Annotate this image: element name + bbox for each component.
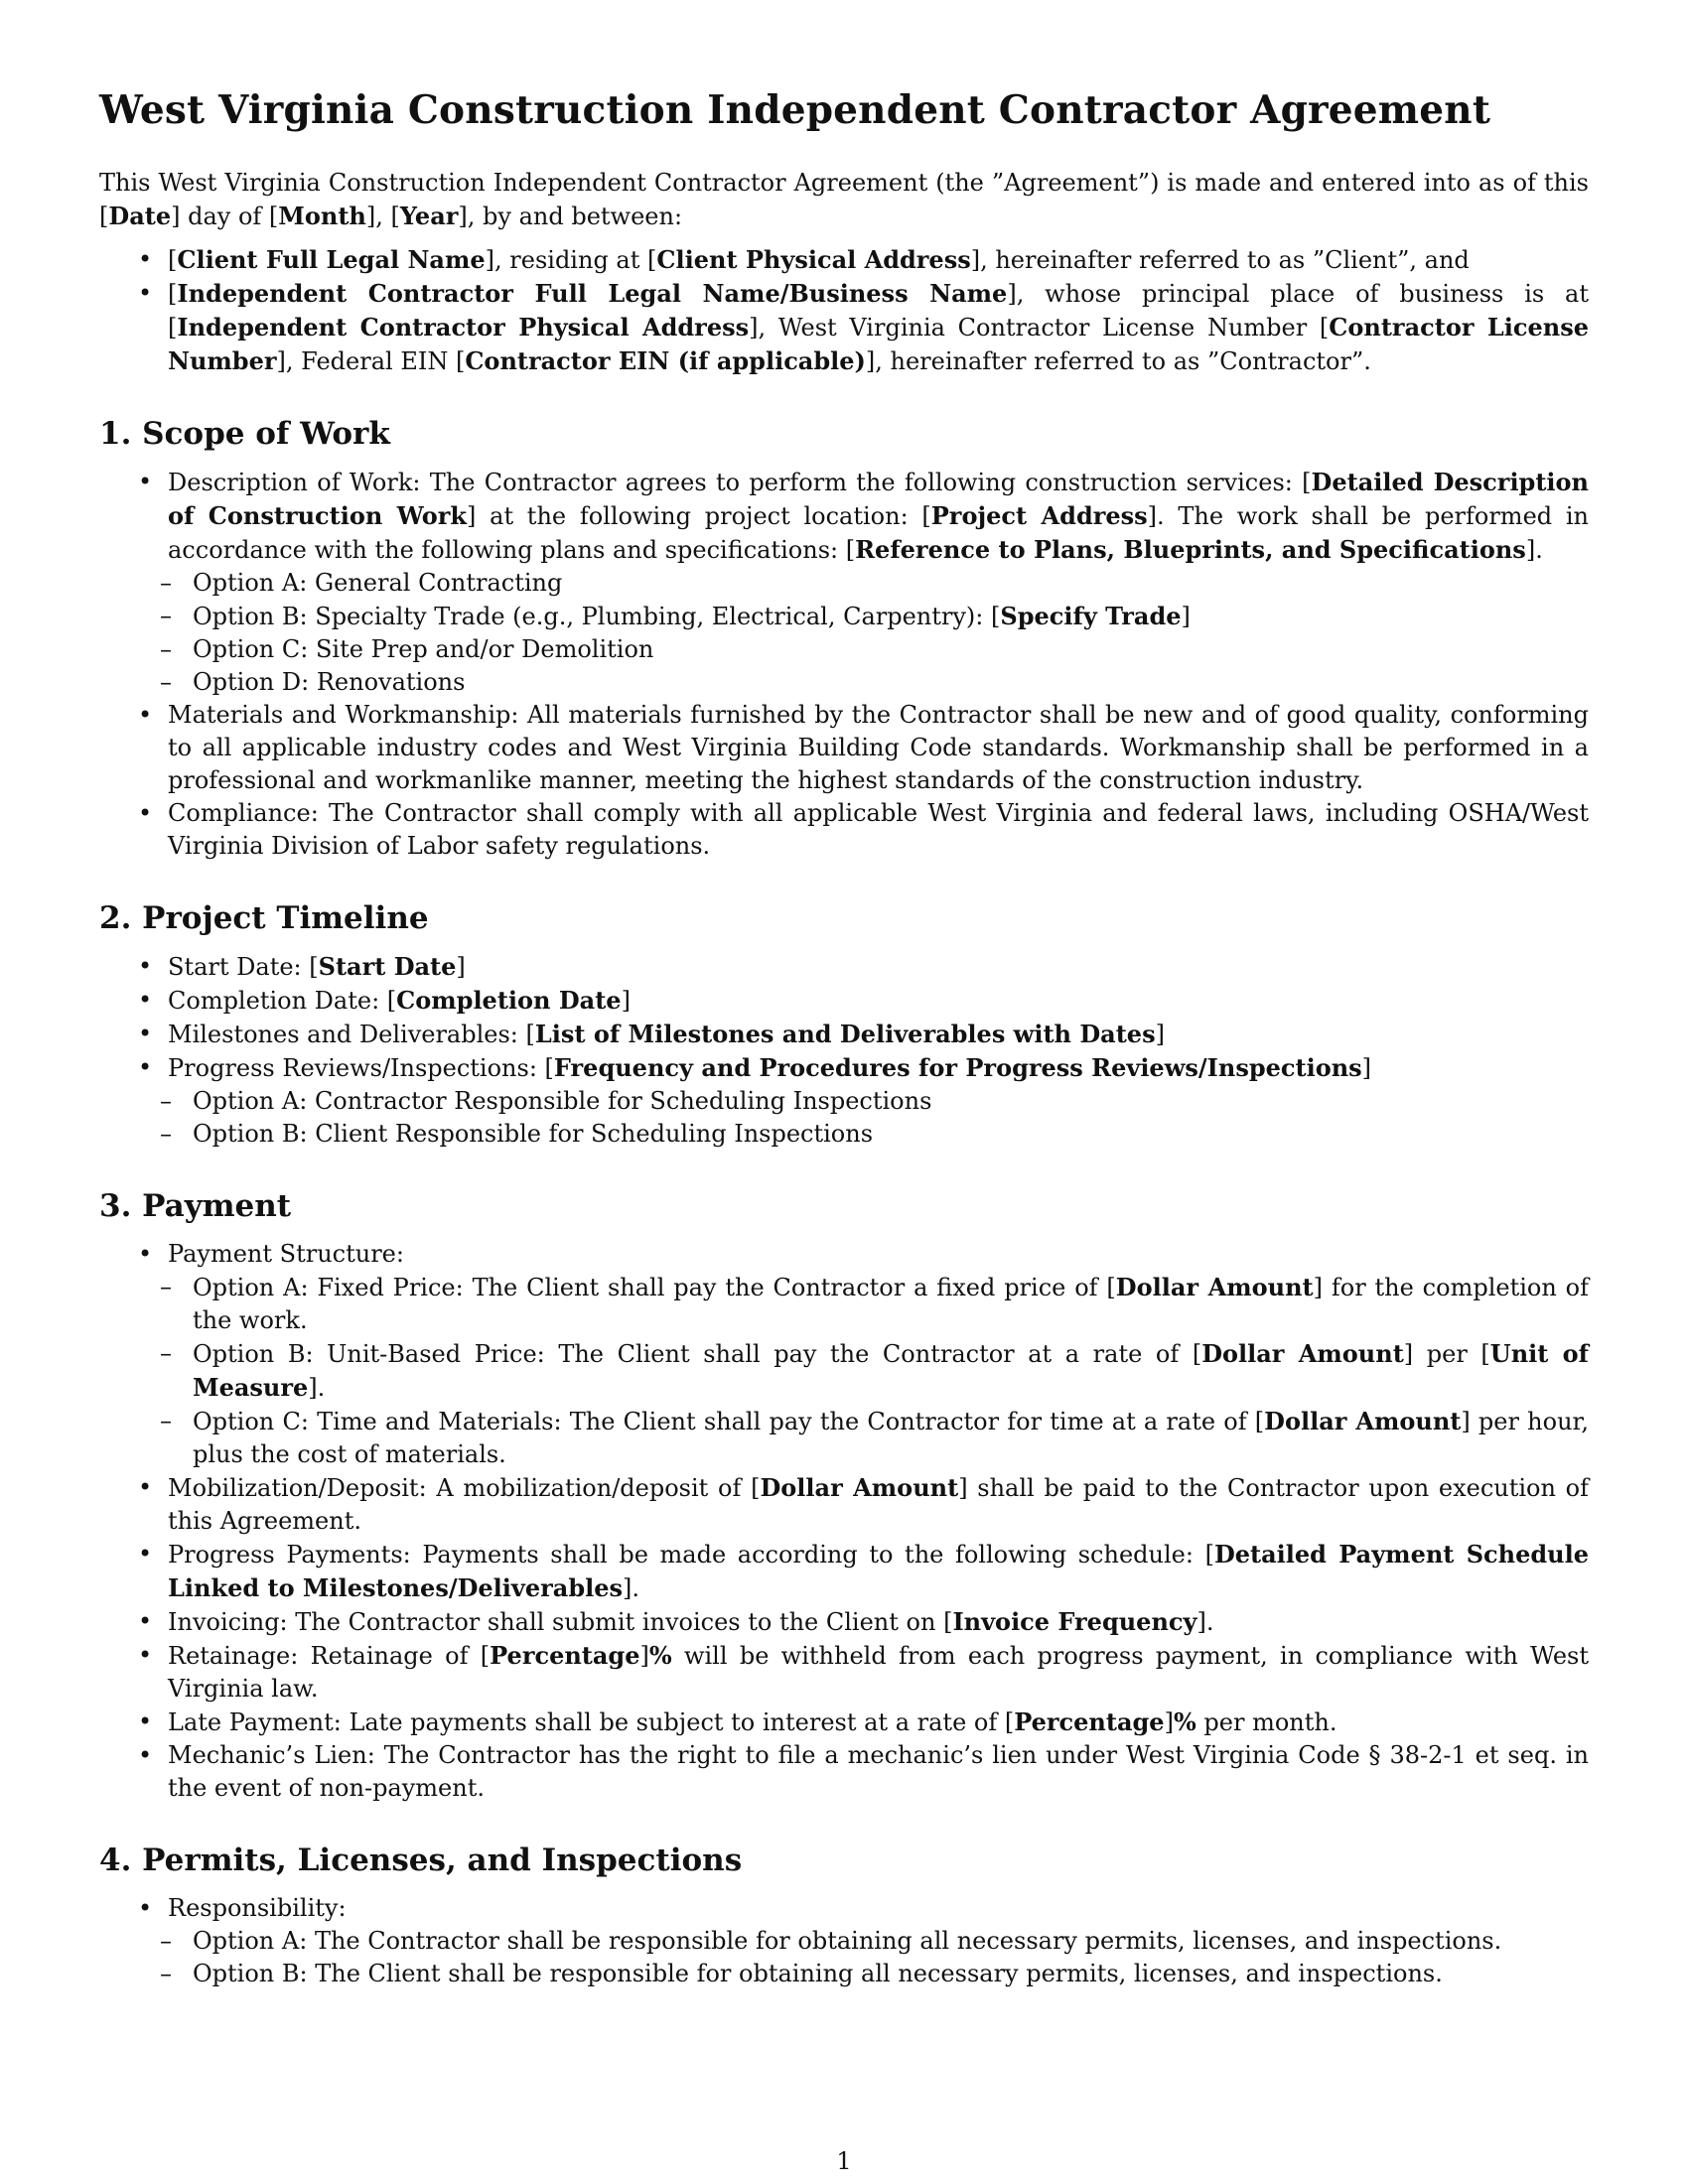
- parties-list: [99, 243, 1589, 378]
- section-heading-payment: 3. Payment: [99, 1188, 292, 1224]
- list-item: • Late Payment: Late payments shall be subject to interest at a rate of [Percentage]% per month.: [99, 1706, 1589, 1739]
- list-item: • Responsibility: – Option A: The Contractor shall be responsible for obtaining all necessary permits, licenses, and inspections. – Option B: The Client shall be responsible for obtaining all necessary permits, licenses, and inspections.: [99, 1892, 1589, 1990]
- payment-options: [160, 1271, 1589, 1471]
- list-item: • Progress Reviews/Inspections: [Frequency and Procedures for Progress Reviews/Inspections] – Option A: Contractor Responsible for Scheduling Inspections – Option B: Client Responsible for Scheduling Inspections: [99, 1051, 1589, 1151]
- month-placeholder: Month: [278, 202, 366, 230]
- permits-options: [160, 1925, 1589, 1990]
- section-heading-permits: 4. Permits, Licenses, and Inspections: [99, 1843, 743, 1878]
- scope-options: [160, 567, 1589, 699]
- party-client: • [Client Full Legal Name], residing at [Client Physical Address], hereinafter referred to as ”Client”, and: [99, 243, 1589, 277]
- party-contractor: • [Independent Contractor Full Legal Name/Business Name], whose principal place of business is at [Independent Contractor Physical Address], West Virginia Contractor License Number [Contractor License Number], Federal EIN [Contractor EIN (if applicable)], hereinafter referred to as ”Contractor”.: [99, 277, 1589, 378]
- list-item: – Option C: Time and Materials: The Client shall pay the Contractor for time at a rate of [Dollar Amount] per hour, plus the cost of materials.: [160, 1405, 1589, 1471]
- document-page: [99, 87, 1589, 1990]
- list-item: • Payment Structure: – Option A: Fixed Price: The Client shall pay the Contractor a fixed price of [Dollar Amount] for the completion of the work. – Option B: Unit-Based Price: The Client shall pay the Contractor at a rate of [Dollar Amount] per [Unit of Measure]. – Option C: Time and Materials: The Client shall pay the Contractor for time at a rate of [Dollar Amount] per hour, plus the cost of materials.: [99, 1238, 1589, 1471]
- list-item: – Option C: Site Prep and/or Demolition: [160, 633, 1589, 666]
- list-item: • Progress Payments: Payments shall be made according to the following schedule: [Detailed Payment Schedule Linked to Milestones/Deliverables].: [99, 1538, 1589, 1605]
- list-item: • Mobilization/Deposit: A mobilization/deposit of [Dollar Amount] shall be paid to the Contractor upon execution of this Agreement.: [99, 1471, 1589, 1538]
- scope-list: [99, 466, 1589, 863]
- year-placeholder: Year: [399, 202, 459, 230]
- section-heading-timeline: 2. Project Timeline: [99, 900, 429, 936]
- list-item: – Option A: Contractor Responsible for Scheduling Inspections: [160, 1085, 1589, 1118]
- date-placeholder: Date: [108, 202, 172, 230]
- list-item: • Description of Work: The Contractor agrees to perform the following construction services: [Detailed Description of Construction Work] at the following project location: [Project Address]. The work shall be performed in accordance with the following plans and specifications: [Reference to Plans, Blueprints, and Specifications]. – Option A: General Contracting – Option B: Specialty Trade (e.g., Plumbing, Electrical, Carpentry): [Specify Trade] – Option C: Site Prep and/or Demolition – Option D: Renovations: [99, 466, 1589, 699]
- payment-list: [99, 1238, 1589, 1805]
- list-item: • Milestones and Deliverables: [List of Milestones and Deliverables with Dates]: [99, 1018, 1589, 1051]
- section-heading-scope: 1. Scope of Work: [99, 416, 390, 452]
- list-item: – Option B: The Client shall be responsible for obtaining all necessary permits, licenses, and inspections.: [160, 1958, 1589, 1990]
- list-item: • Start Date: [Start Date]: [99, 950, 1589, 984]
- list-item: • Materials and Workmanship: All materials furnished by the Contractor shall be new and of good quality, conforming to all applicable industry codes and West Virginia Building Code standards. Workmanship shall be performed in a professional and workmanlike manner, meeting the highest standards of the construction industry.: [99, 699, 1589, 797]
- page-number: 1: [836, 2147, 852, 2175]
- list-item: – Option A: General Contracting: [160, 567, 1589, 600]
- list-item: – Option A: Fixed Price: The Client shall pay the Contractor a fixed price of [Dollar Amount] for the completion of the work.: [160, 1271, 1589, 1337]
- list-item: – Option D: Renovations: [160, 666, 1589, 699]
- list-item: – Option A: The Contractor shall be responsible for obtaining all necessary permits, licenses, and inspections.: [160, 1925, 1589, 1958]
- timeline-list: [99, 950, 1589, 1151]
- permits-list: [99, 1892, 1589, 1990]
- list-item: – Option B: Client Responsible for Scheduling Inspections: [160, 1118, 1589, 1151]
- list-item: – Option B: Unit-Based Price: The Client shall pay the Contractor at a rate of [Dollar Amount] per [Unit of Measure].: [160, 1337, 1589, 1405]
- document-title: West Virginia Construction Independent Contractor Agreement: [99, 87, 1491, 133]
- intro-paragraph: This West Virginia Construction Independent Contractor Agreement (the ”Agreement”) is made and entered into as of this [Date] day of [Month], [Year], by and between:: [99, 169, 1589, 230]
- list-item: • Completion Date: [Completion Date]: [99, 984, 1589, 1018]
- timeline-options: [160, 1085, 1589, 1151]
- list-item: • Invoicing: The Contractor shall submit invoices to the Client on [Invoice Frequency].: [99, 1605, 1589, 1639]
- list-item: • Mechanic’s Lien: The Contractor has the right to file a mechanic’s lien under West Virginia Code § 38-2-1 et seq. in the event of non-payment.: [99, 1739, 1589, 1805]
- list-item: • Compliance: The Contractor shall comply with all applicable West Virginia and federal laws, including OSHA/West Virginia Division of Labor safety regulations.: [99, 797, 1589, 863]
- list-item: – Option B: Specialty Trade (e.g., Plumbing, Electrical, Carpentry): [Specify Trade]: [160, 600, 1589, 633]
- list-item: • Retainage: Retainage of [Percentage]% will be withheld from each progress payment, in compliance with West Virginia law.: [99, 1639, 1589, 1706]
